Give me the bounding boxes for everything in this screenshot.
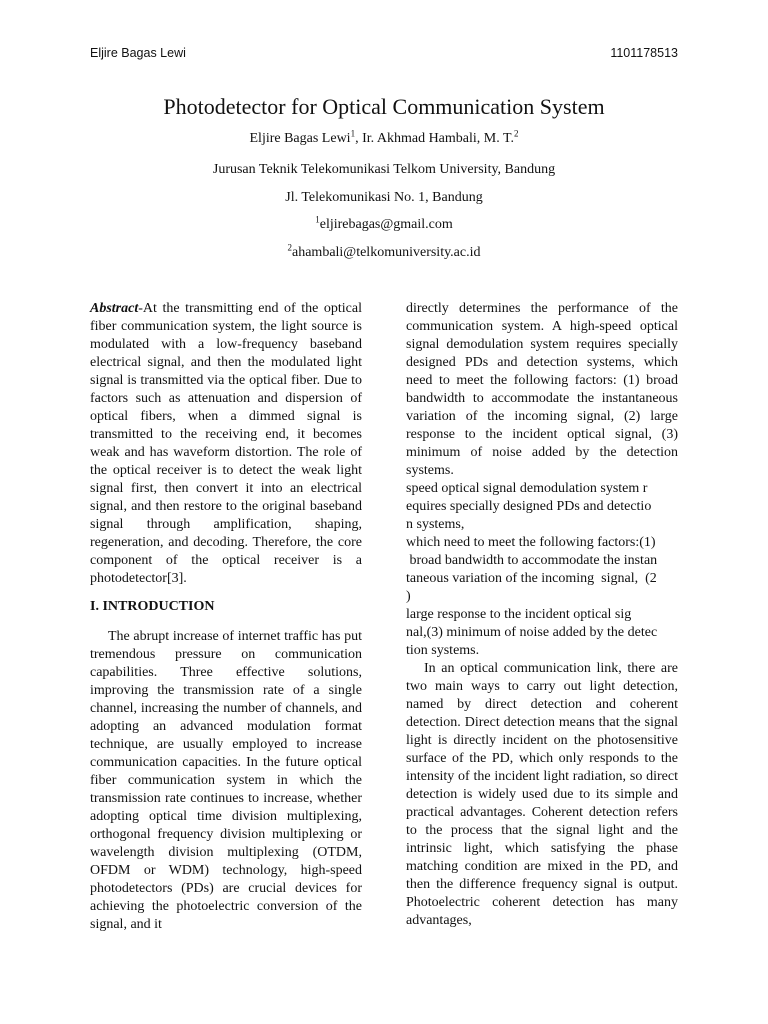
- abstract-label: Abstract: [90, 301, 139, 316]
- section-heading-introduction: I. INTRODUCTION: [90, 599, 215, 614]
- right-raw-text: speed optical signal demodulation system r equires specially designed PDs and detectio n systems, which need to meet the following factors:(1) broad bandwidth to accommodate the instan taneous variation of the incoming signal, (2 ) large response to the incident optical sig nal,(3) minimum of noise added by the detec tion systems.: [406, 481, 658, 658]
- header-id-number: 1101178513: [610, 46, 678, 60]
- author-line: [0, 130, 768, 148]
- author-1-sup: 1: [350, 128, 356, 139]
- left-column: [90, 300, 362, 934]
- email-2-line: [0, 244, 768, 262]
- author-separator: ,: [355, 131, 363, 146]
- email-1-line: [0, 216, 768, 234]
- author-2-sup: 2: [514, 128, 519, 139]
- email-2: ahambali@telkomuniversity.ac.id: [292, 245, 481, 260]
- email-2-sup: 2: [287, 242, 292, 253]
- abstract: [90, 300, 362, 588]
- paper-title: Photodetector for Optical Communication System: [163, 94, 605, 119]
- right-column: [406, 300, 678, 930]
- email-1-sup: 1: [315, 214, 320, 225]
- abstract-text: -At the transmitting end of the optical fiber communication system, the light source is modulated with a low-frequency baseband electrical signal, and then the modulated light signal is transmitted via the optical fiber. Due to factors such as attenuation and dispersion of optical fibers, when a dimmed signal is transmitted to the receiving end, it becomes weak and has waveform distortion. The role of the optical receiver is to detect the weak light signal first, then convert it into an electrical signal, and then restore to the original baseband signal through amplification, shaping, regeneration, and decoding. Therefore, the core component of the optical receiver is a photodetector[3].: [90, 301, 362, 586]
- introduction-paragraph: The abrupt increase of internet traffic has put tremendous pressure on communication capabilities. Three effective solutions, improving the transmission rate of a single channel, increasing the number of channels, and adopting an advanced modulation format technique, are usually employed to increase communication capacities. In the future optical fiber communication system in which the transmission rate continues to increase, whether adopting optical time division multiplexing, orthogonal frequency division multiplexing or wavelength division multiplexing (OTDM, OFDM or WDM) technology, high-speed photodetectors (PDs) are crucial devices for achieving the photoelectric conversion of the signal, and it: [90, 629, 362, 932]
- running-header: [90, 46, 678, 60]
- email-1: eljirebagas@gmail.com: [319, 217, 453, 232]
- right-paragraph-2: In an optical communication link, there are two main ways to carry out light detection, named by direct detection and coherent detection. Direct detection means that the signal light is directly incident on the photosensitive surface of the PD, which only responds to the intensity of the incident light radiation, so direct detection is widely used due to its simple and practical advantages. Coherent detection refers to the process that the signal light and the intrinsic light, which satisfying the phase matching condition are mixed in the PD, and then the difference frequency signal is output. Photoelectric coherent detection has many advantages,: [406, 661, 678, 928]
- address: Jl. Telekomunikasi No. 1, Bandung: [285, 190, 483, 205]
- affiliation: Jurusan Teknik Telekomunikasi Telkom University, Bandung: [212, 162, 556, 177]
- author-1: Eljire Bagas Lewi: [249, 131, 351, 146]
- header-author: Eljire Bagas Lewi: [90, 46, 186, 60]
- right-paragraph-1: directly determines the performance of the communication system. A high-speed optical signal demodulation system requires specially designed PDs and detection systems, which need to meet the following factors: (1) broad bandwidth to accommodate the instantaneous variation of the incoming signal, (2) large response to the incident optical signal, (3) minimum of noise added by the detection systems.: [406, 301, 678, 478]
- author-2: Ir. Akhmad Hambali, M. T.: [362, 131, 514, 146]
